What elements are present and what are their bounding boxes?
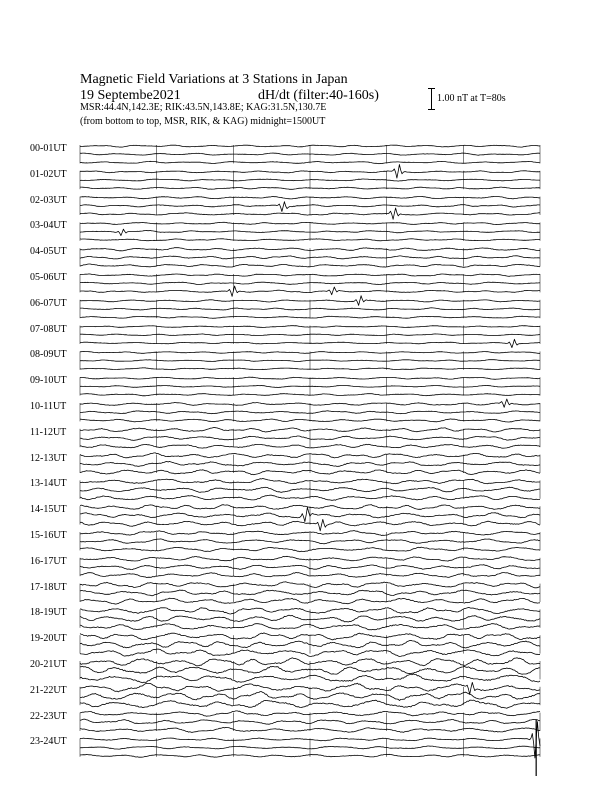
data-type-label: dH/dt (filter:40-160s) [258, 88, 379, 103]
hour-label: 14-15UT [30, 504, 67, 516]
hour-label: 22-23UT [30, 710, 67, 722]
hour-label: 07-08UT [30, 323, 67, 335]
hour-label: 19-20UT [30, 633, 67, 645]
hour-label: 04-05UT [30, 246, 67, 258]
minute-grid [80, 145, 540, 757]
hour-label: 13-14UT [30, 478, 67, 490]
hour-label: 02-03UT [30, 194, 67, 206]
trace-order-note: (from bottom to top, MSR, RIK, & KAG) midnight=1500UT [80, 116, 326, 127]
hour-label: 18-19UT [30, 607, 67, 619]
hour-label: 01-02UT [30, 168, 67, 180]
hour-label: 05-06UT [30, 272, 67, 283]
scale-label: 1.00 nT at T=80s [437, 93, 506, 104]
hour-label: 23-24UT [30, 736, 67, 748]
hour-label: 16-17UT [30, 555, 67, 567]
chart-title: Magnetic Field Variations at 3 Stations in Japan [80, 72, 348, 87]
hour-label: 09-10UT [30, 375, 67, 387]
hour-label: 20-21UT [30, 659, 67, 670]
hour-label: 11-12UT [30, 426, 67, 438]
hour-label: 03-04UT [30, 220, 67, 232]
hour-label: 10-11UT [30, 401, 67, 412]
date-label: 19 Septembe2021 [80, 88, 181, 103]
hour-label: 12-13UT [30, 452, 67, 464]
hour-label: 08-09UT [30, 349, 67, 361]
hour-label: 00-01UT [30, 143, 67, 154]
hour-label: 21-22UT [30, 684, 67, 696]
station-coordinates: MSR:44.4N,142.3E; RIK:43.5N,143.8E; KAG:31.5N,130.7E [80, 102, 327, 113]
hour-label: 15-16UT [30, 530, 67, 541]
hour-label: 17-18UT [30, 581, 67, 593]
hour-label: 06-07UT [30, 297, 67, 309]
